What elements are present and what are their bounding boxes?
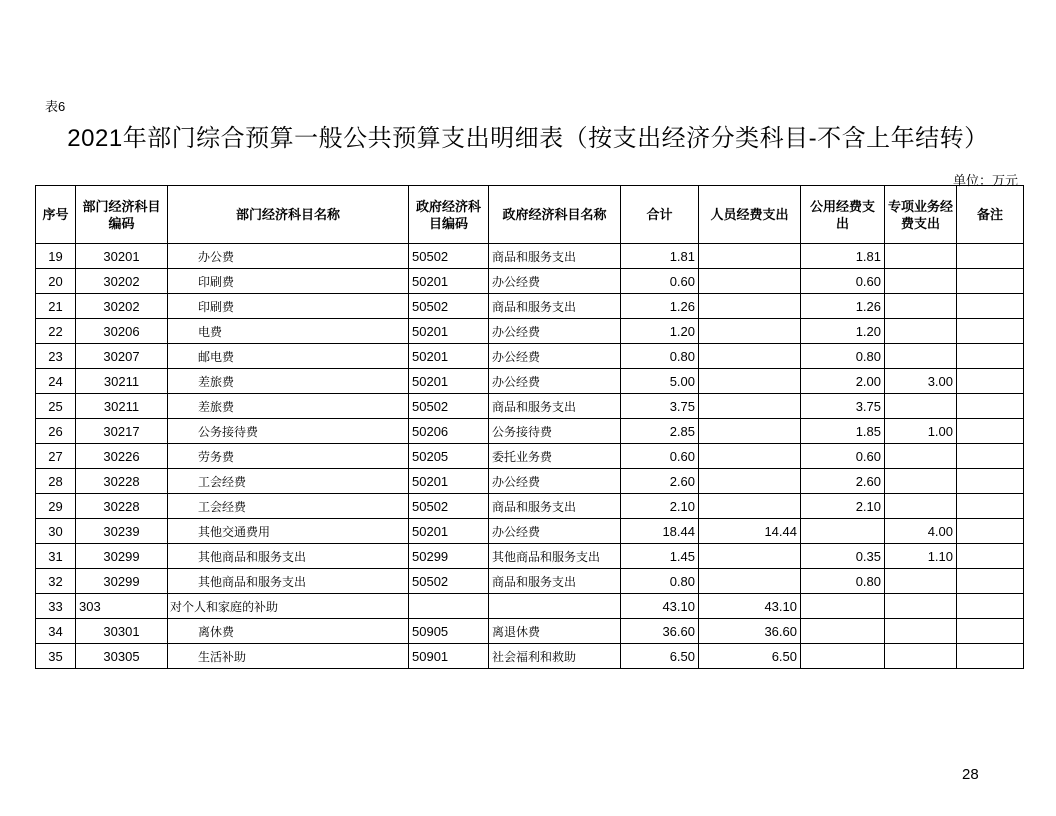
table-row [36, 469, 1024, 494]
cell-dept-code: 30201 [76, 244, 168, 269]
cell-personnel [699, 494, 801, 519]
cell-gov-code: 50901 [409, 644, 489, 669]
cell-personnel [699, 419, 801, 444]
cell-gov-name: 商品和服务支出 [489, 569, 621, 594]
cell-dept-name: 离休费 [168, 619, 409, 644]
table-row [36, 319, 1024, 344]
cell-gov-code: 50502 [409, 494, 489, 519]
cell-public: 2.00 [801, 369, 885, 394]
cell-special [885, 244, 957, 269]
cell-gov-name: 办公经费 [489, 369, 621, 394]
cell-note [957, 444, 1024, 469]
cell-gov-name: 办公经费 [489, 344, 621, 369]
cell-seq: 20 [36, 269, 76, 294]
cell-seq: 23 [36, 344, 76, 369]
cell-special [885, 644, 957, 669]
cell-public: 0.60 [801, 269, 885, 294]
cell-total: 0.60 [621, 444, 699, 469]
cell-personnel [699, 469, 801, 494]
cell-special [885, 294, 957, 319]
cell-dept-code: 30228 [76, 494, 168, 519]
table-row [36, 619, 1024, 644]
cell-gov-name [489, 594, 621, 619]
cell-dept-name: 其他交通费用 [168, 519, 409, 544]
cell-dept-code: 30211 [76, 369, 168, 394]
cell-total: 5.00 [621, 369, 699, 394]
cell-personnel [699, 294, 801, 319]
cell-note [957, 294, 1024, 319]
cell-seq: 33 [36, 594, 76, 619]
cell-dept-name: 对个人和家庭的补助 [168, 594, 409, 619]
cell-gov-code: 50206 [409, 419, 489, 444]
cell-note [957, 594, 1024, 619]
header-special: 专项业务经费支出 [885, 186, 957, 244]
cell-dept-code: 30202 [76, 269, 168, 294]
cell-personnel [699, 319, 801, 344]
cell-gov-name: 商品和服务支出 [489, 494, 621, 519]
cell-gov-name: 其他商品和服务支出 [489, 544, 621, 569]
cell-special: 4.00 [885, 519, 957, 544]
cell-personnel [699, 244, 801, 269]
cell-gov-code: 50905 [409, 619, 489, 644]
cell-seq: 24 [36, 369, 76, 394]
cell-public: 0.60 [801, 444, 885, 469]
table-row [36, 419, 1024, 444]
cell-gov-name: 离退休费 [489, 619, 621, 644]
cell-total: 3.75 [621, 394, 699, 419]
cell-dept-name: 生活补助 [168, 644, 409, 669]
cell-dept-name: 办公费 [168, 244, 409, 269]
cell-gov-code: 50502 [409, 569, 489, 594]
cell-dept-name: 其他商品和服务支出 [168, 569, 409, 594]
cell-public: 0.35 [801, 544, 885, 569]
cell-public [801, 594, 885, 619]
cell-total: 0.80 [621, 569, 699, 594]
cell-personnel [699, 269, 801, 294]
budget-table [35, 185, 1024, 669]
cell-personnel [699, 344, 801, 369]
cell-note [957, 244, 1024, 269]
cell-dept-code: 30301 [76, 619, 168, 644]
cell-public: 2.60 [801, 469, 885, 494]
cell-seq: 21 [36, 294, 76, 319]
cell-gov-name: 商品和服务支出 [489, 244, 621, 269]
cell-gov-code: 50201 [409, 469, 489, 494]
cell-dept-code: 30299 [76, 569, 168, 594]
page-title: 2021年部门综合预算一般公共预算支出明细表（按支出经济分类科目-不含上年结转） [67, 125, 989, 152]
cell-seq: 29 [36, 494, 76, 519]
cell-gov-name: 办公经费 [489, 319, 621, 344]
cell-seq: 31 [36, 544, 76, 569]
table-row [36, 394, 1024, 419]
table-row [36, 344, 1024, 369]
table-row [36, 519, 1024, 544]
cell-dept-code: 30211 [76, 394, 168, 419]
cell-total: 1.45 [621, 544, 699, 569]
cell-note [957, 569, 1024, 594]
cell-special [885, 344, 957, 369]
cell-gov-code: 50502 [409, 394, 489, 419]
cell-dept-code: 30239 [76, 519, 168, 544]
cell-gov-name: 办公经费 [489, 269, 621, 294]
cell-seq: 19 [36, 244, 76, 269]
cell-dept-code: 30217 [76, 419, 168, 444]
cell-dept-name: 差旅费 [168, 369, 409, 394]
cell-personnel [699, 394, 801, 419]
cell-dept-code: 30228 [76, 469, 168, 494]
header-gov-code: 政府经济科目编码 [409, 186, 489, 244]
cell-seq: 32 [36, 569, 76, 594]
cell-special [885, 569, 957, 594]
table-row [36, 644, 1024, 669]
table-row [36, 594, 1024, 619]
cell-gov-code: 50502 [409, 244, 489, 269]
cell-total: 43.10 [621, 594, 699, 619]
cell-public: 0.80 [801, 569, 885, 594]
cell-gov-name: 委托业务费 [489, 444, 621, 469]
cell-public [801, 519, 885, 544]
header-total: 合计 [621, 186, 699, 244]
cell-seq: 35 [36, 644, 76, 669]
cell-dept-code: 30299 [76, 544, 168, 569]
header-note: 备注 [957, 186, 1024, 244]
table-row [36, 244, 1024, 269]
cell-total: 1.20 [621, 319, 699, 344]
cell-gov-code: 50299 [409, 544, 489, 569]
cell-gov-name: 社会福利和救助 [489, 644, 621, 669]
cell-gov-code [409, 594, 489, 619]
cell-public: 1.26 [801, 294, 885, 319]
cell-dept-name: 工会经费 [168, 469, 409, 494]
cell-dept-name: 邮电费 [168, 344, 409, 369]
table-row [36, 494, 1024, 519]
cell-seq: 26 [36, 419, 76, 444]
cell-special [885, 494, 957, 519]
table-row [36, 544, 1024, 569]
cell-note [957, 644, 1024, 669]
cell-note [957, 344, 1024, 369]
cell-public: 3.75 [801, 394, 885, 419]
table-row [36, 444, 1024, 469]
cell-note [957, 619, 1024, 644]
cell-special: 1.10 [885, 544, 957, 569]
header-gov-name: 政府经济科目名称 [489, 186, 621, 244]
cell-total: 2.60 [621, 469, 699, 494]
cell-special [885, 619, 957, 644]
cell-note [957, 544, 1024, 569]
unit-label: 单位：万元 [952, 174, 1018, 189]
table-row [36, 294, 1024, 319]
cell-gov-name: 商品和服务支出 [489, 294, 621, 319]
cell-gov-code: 50201 [409, 519, 489, 544]
cell-gov-name: 公务接待费 [489, 419, 621, 444]
cell-note [957, 319, 1024, 344]
cell-note [957, 469, 1024, 494]
header-dept-code: 部门经济科目编码 [76, 186, 168, 244]
cell-dept-name: 工会经费 [168, 494, 409, 519]
cell-public: 1.20 [801, 319, 885, 344]
cell-public: 1.81 [801, 244, 885, 269]
cell-gov-code: 50201 [409, 369, 489, 394]
cell-note [957, 269, 1024, 294]
cell-personnel: 14.44 [699, 519, 801, 544]
cell-seq: 28 [36, 469, 76, 494]
cell-public [801, 644, 885, 669]
cell-dept-name: 其他商品和服务支出 [168, 544, 409, 569]
cell-public: 0.80 [801, 344, 885, 369]
cell-note [957, 369, 1024, 394]
cell-special [885, 444, 957, 469]
cell-dept-code: 30305 [76, 644, 168, 669]
cell-gov-name: 办公经费 [489, 519, 621, 544]
cell-personnel [699, 569, 801, 594]
cell-public: 1.85 [801, 419, 885, 444]
cell-dept-code: 303 [76, 594, 168, 619]
cell-special: 3.00 [885, 369, 957, 394]
page-number: 28 [962, 766, 979, 783]
cell-dept-name: 公务接待费 [168, 419, 409, 444]
cell-gov-code: 50502 [409, 294, 489, 319]
cell-dept-name: 劳务费 [168, 444, 409, 469]
cell-personnel: 43.10 [699, 594, 801, 619]
cell-dept-name: 印刷费 [168, 269, 409, 294]
table-row [36, 569, 1024, 594]
cell-dept-code: 30202 [76, 294, 168, 319]
cell-dept-name: 电费 [168, 319, 409, 344]
cell-public: 2.10 [801, 494, 885, 519]
header-personnel: 人员经费支出 [699, 186, 801, 244]
header-dept-name: 部门经济科目名称 [168, 186, 409, 244]
header-row [36, 186, 1024, 244]
cell-total: 2.10 [621, 494, 699, 519]
cell-personnel [699, 544, 801, 569]
cell-seq: 25 [36, 394, 76, 419]
cell-total: 0.60 [621, 269, 699, 294]
cell-gov-code: 50201 [409, 269, 489, 294]
cell-seq: 34 [36, 619, 76, 644]
cell-personnel: 36.60 [699, 619, 801, 644]
cell-dept-name: 差旅费 [168, 394, 409, 419]
cell-special: 1.00 [885, 419, 957, 444]
cell-gov-code: 50201 [409, 344, 489, 369]
cell-dept-code: 30226 [76, 444, 168, 469]
cell-note [957, 494, 1024, 519]
cell-gov-code: 50205 [409, 444, 489, 469]
cell-dept-code: 30207 [76, 344, 168, 369]
cell-public [801, 619, 885, 644]
header-seq: 序号 [36, 186, 76, 244]
cell-special [885, 594, 957, 619]
cell-seq: 30 [36, 519, 76, 544]
cell-seq: 27 [36, 444, 76, 469]
cell-total: 6.50 [621, 644, 699, 669]
header-public: 公用经费支出 [801, 186, 885, 244]
cell-total: 2.85 [621, 419, 699, 444]
cell-note [957, 519, 1024, 544]
cell-personnel [699, 369, 801, 394]
cell-personnel: 6.50 [699, 644, 801, 669]
cell-gov-name: 办公经费 [489, 469, 621, 494]
cell-note [957, 419, 1024, 444]
cell-seq: 22 [36, 319, 76, 344]
cell-gov-code: 50201 [409, 319, 489, 344]
cell-dept-name: 印刷费 [168, 294, 409, 319]
table-row [36, 369, 1024, 394]
cell-special [885, 269, 957, 294]
cell-total: 1.26 [621, 294, 699, 319]
table-row [36, 269, 1024, 294]
cell-special [885, 319, 957, 344]
cell-special [885, 469, 957, 494]
cell-total: 36.60 [621, 619, 699, 644]
table-label: 表6 [45, 99, 66, 114]
cell-special [885, 394, 957, 419]
cell-total: 18.44 [621, 519, 699, 544]
cell-gov-name: 商品和服务支出 [489, 394, 621, 419]
cell-total: 0.80 [621, 344, 699, 369]
cell-dept-code: 30206 [76, 319, 168, 344]
cell-note [957, 394, 1024, 419]
cell-total: 1.81 [621, 244, 699, 269]
cell-personnel [699, 444, 801, 469]
